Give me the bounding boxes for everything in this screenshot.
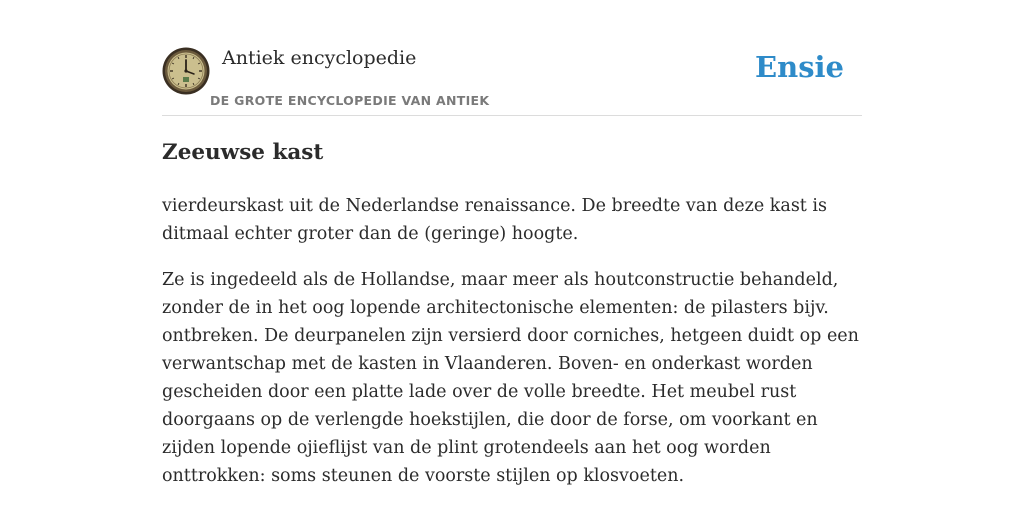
article-paragraph: Ze is ingedeeld als de Hollandse, maar meer als houtconstructie behandeld, zonder de in het oog lopende architectonische elementen: de pilasters bijv. ontbreken. De deurpanelen zijn versierd door corniches, hetgeen duidt op een verwantschap met de kasten in Vlaanderen. Boven- en onderkast worden gescheiden door een platte lade over de volle breedte. Het meubel rust doorgaans op de verlengde hoekstijlen, die door de forse, om voorkant en zijden lopende ojieflijst van de plint grotendeels aan het oog worden onttrokken: soms steunen de voorste stijlen op klosvoeten. [162, 270, 859, 486]
antique-clock-icon[interactable] [162, 47, 210, 95]
site-title[interactable]: Antiek encyclopedie [222, 47, 417, 69]
brand-logo[interactable]: Ensie [755, 50, 844, 84]
site-subtitle: DE GROTE ENCYCLOPEDIE VAN ANTIEK [210, 93, 490, 108]
site-header [162, 44, 862, 116]
article-title: Zeeuwse kast [162, 140, 324, 165]
article-paragraph: vierdeurskast uit de Nederlandse renaissance. De breedte van deze kast is ditmaal echter groter dan de (geringe) hoogte. [162, 196, 827, 244]
